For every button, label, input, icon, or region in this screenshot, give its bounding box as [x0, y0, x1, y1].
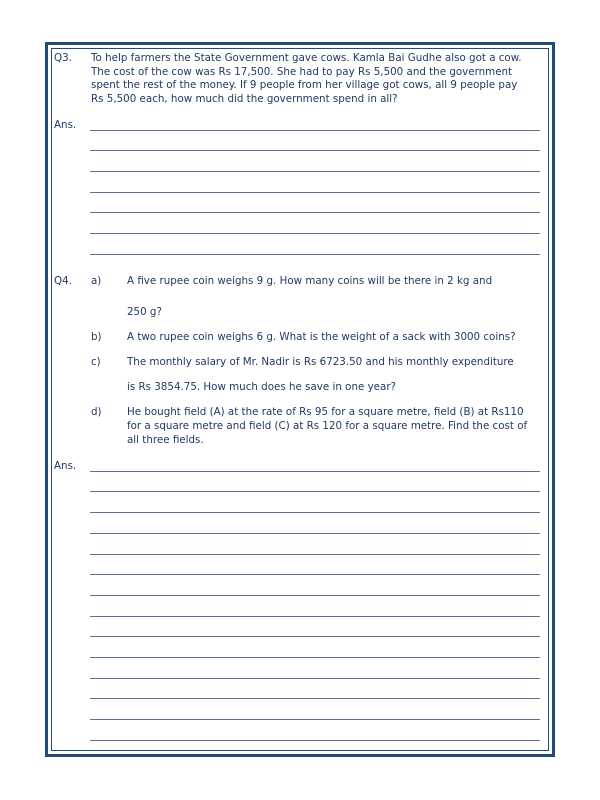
q4a-label: a)	[91, 275, 102, 287]
q3-text-line-3: spent the rest of the money. If 9 people from her village got cows, all 9 people pay	[91, 79, 518, 91]
page-border-inner	[51, 48, 549, 751]
answer-line[interactable]	[90, 678, 540, 679]
answer-line[interactable]	[90, 574, 540, 575]
q4c-label: c)	[91, 356, 101, 368]
q4c-line-2: is Rs 3854.75. How much does he save in one year?	[127, 381, 397, 393]
answer-line[interactable]	[90, 554, 540, 555]
answer-line[interactable]	[90, 471, 540, 472]
q3-text-line-2: The cost of the cow was Rs 17,500. She had to pay Rs 5,500 and the government	[91, 65, 513, 78]
q3-text-line-1: To help farmers the State Government gave cows. Kamla Bai Gudhe also got a cow.	[91, 52, 522, 64]
q4a-line-2: 250 g?	[127, 306, 162, 318]
q4d-label: d)	[91, 406, 102, 418]
answer-line[interactable]	[90, 212, 540, 213]
answer-line[interactable]	[90, 192, 540, 193]
answer-line[interactable]	[90, 740, 540, 741]
q4-number: Q4.	[54, 275, 72, 287]
q4d-line-2: for a square metre and field (C) at Rs 120 for a square metre. Find the cost of	[127, 420, 528, 432]
q4a-line-1: A five rupee coin weighs 9 g. How many coins will be there in 2 kg and	[127, 275, 493, 287]
answer-line[interactable]	[90, 130, 540, 131]
q3-text-line-4: Rs 5,500 each, how much did the government spend in all?	[91, 92, 398, 105]
answer-line[interactable]	[90, 254, 540, 255]
q4d-line-1: He bought field (A) at the rate of Rs 95 for a square metre, field (B) at Rs110	[127, 406, 524, 418]
q3-number: Q3.	[54, 52, 72, 64]
answer-line[interactable]	[90, 150, 540, 151]
answer-line[interactable]	[90, 595, 540, 596]
answer-line[interactable]	[90, 719, 540, 720]
answer-line[interactable]	[90, 171, 540, 172]
q3-answer-label: Ans.	[54, 119, 77, 131]
answer-line[interactable]	[90, 533, 540, 534]
answer-line[interactable]	[90, 491, 540, 492]
answer-line[interactable]	[90, 512, 540, 513]
answer-line[interactable]	[90, 616, 540, 617]
q4c-line-1: The monthly salary of Mr. Nadir is Rs 6723.50 and his monthly expenditure	[127, 356, 514, 368]
answer-line[interactable]	[90, 636, 540, 637]
answer-line[interactable]	[90, 698, 540, 699]
answer-line[interactable]	[90, 233, 540, 234]
q4-answer-label: Ans.	[54, 460, 77, 472]
q4d-line-3: all three fields.	[127, 434, 204, 446]
answer-line[interactable]	[90, 657, 540, 658]
q4b-label: b)	[91, 331, 102, 343]
q4b-line-1: A two rupee coin weighs 6 g. What is the weight of a sack with 3000 coins?	[127, 331, 516, 343]
